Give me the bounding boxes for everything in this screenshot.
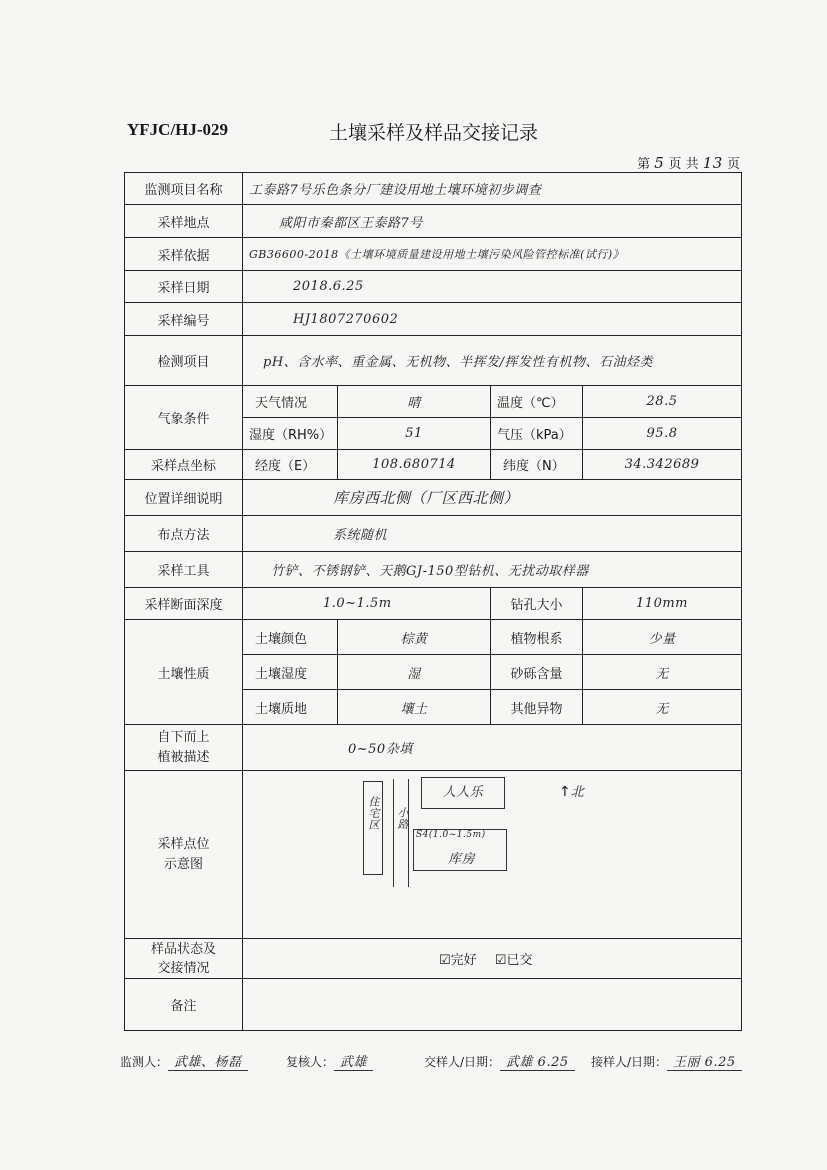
form-title: 土壤采样及样品交接记录 — [328, 122, 538, 144]
lat-label: 纬度（N） — [491, 450, 583, 480]
other-matter-label: 其他异物 — [491, 690, 583, 725]
layout-value: 系统随机 — [243, 516, 742, 552]
page-total: 13 — [702, 154, 723, 172]
other-matter-value: 无 — [583, 690, 742, 725]
sketch-label-2: 示意图 — [163, 856, 203, 872]
lon-value: 108.680714 — [338, 450, 491, 480]
weather-cond-value: 晴 — [338, 386, 491, 418]
monitor-label: 监测人： — [120, 1055, 169, 1069]
store-building — [421, 777, 505, 809]
sketch-label — [125, 771, 243, 939]
date-value: 2018.6.25 — [243, 271, 742, 303]
soil-color-label: 土壤颜色 — [243, 620, 338, 655]
row-depth — [125, 588, 742, 620]
handover-sign — [424, 1051, 575, 1071]
residential-label: 住宅区 — [367, 796, 380, 831]
soil-texture-value: 壤土 — [338, 690, 491, 725]
row-remarks — [125, 979, 742, 1031]
sample-id-value: HJ1807270602 — [243, 303, 742, 336]
roots-value: 少量 — [583, 620, 742, 655]
record-table — [124, 172, 742, 1031]
handover-label: 交样人/日期： — [424, 1055, 501, 1069]
road-label: 小路 — [396, 807, 409, 830]
site-value: 咸阳市秦都区王泰路7号 — [243, 205, 742, 238]
page-number: 5 — [654, 154, 665, 172]
bore-value: 110mm — [583, 588, 742, 620]
form-code: YFJC/HJ-029 — [127, 120, 229, 139]
project-name-value: 工泰路7号乐色条分厂建设用地土壤环境初步调查 — [243, 173, 742, 205]
row-coords — [125, 450, 742, 480]
layout-label: 布点方法 — [125, 516, 243, 552]
depth-label: 采样断面深度 — [125, 588, 243, 620]
row-weather-1 — [125, 386, 742, 418]
warehouse-label: 库房 — [448, 852, 476, 867]
soil-color-value: 棕黄 — [338, 620, 491, 655]
reviewer-sign — [286, 1051, 373, 1071]
lon-label: 经度（E） — [243, 450, 338, 480]
reviewer-value: 武雄 — [334, 1051, 373, 1071]
page-label-pre: 第 — [637, 157, 651, 172]
weather-cond-label: 天气情况 — [243, 386, 338, 418]
warehouse-building — [413, 829, 507, 871]
vegetation-label-1: 自下而上 — [157, 729, 210, 745]
row-site — [125, 205, 742, 238]
items-label: 检测项目 — [125, 336, 243, 386]
soil-label: 土壤性质 — [125, 620, 243, 725]
soil-moisture-value: 湿 — [338, 655, 491, 690]
remarks-label: 备注 — [125, 979, 243, 1031]
soil-texture-label: 土壤质地 — [243, 690, 338, 725]
sketch-cell — [243, 771, 742, 939]
vegetation-label-2: 植被描述 — [157, 749, 210, 765]
row-soil-1 — [125, 620, 742, 655]
road-strip — [393, 779, 409, 887]
site-label: 采样地点 — [125, 205, 243, 238]
basis-label: 采样依据 — [125, 238, 243, 271]
temp-value: 28.5 — [583, 386, 742, 418]
residential-block — [363, 781, 383, 875]
temp-label: 温度（℃） — [491, 386, 583, 418]
north-indicator — [559, 781, 584, 800]
receiver-sign — [591, 1051, 742, 1071]
north-label: 北 — [570, 785, 585, 800]
page-label-mid: 页 共 — [668, 157, 699, 172]
roots-label: 植物根系 — [491, 620, 583, 655]
row-sample-id — [125, 303, 742, 336]
coords-label: 采样点坐标 — [125, 450, 243, 480]
sketch-label-1: 采样点位 — [157, 836, 210, 852]
status-label — [125, 939, 243, 979]
items-value: pH、含水率、重金属、无机物、半挥发/挥发性有机物、石油烃类 — [243, 336, 742, 386]
row-status — [125, 939, 742, 979]
row-project — [125, 173, 742, 205]
row-date — [125, 271, 742, 303]
lat-value: 34.342689 — [583, 450, 742, 480]
status-label-2: 交接情况 — [157, 960, 210, 976]
sample-id-label: 采样编号 — [125, 303, 243, 336]
row-vegetation — [125, 725, 742, 771]
project-name-label: 监测项目名称 — [125, 173, 243, 205]
soil-moisture-label: 土壤湿度 — [243, 655, 338, 690]
location-label: 位置详细说明 — [125, 480, 243, 516]
receiver-value: 王丽 6.25 — [667, 1051, 742, 1071]
gravel-value: 无 — [583, 655, 742, 690]
monitor-sign — [120, 1051, 248, 1071]
row-basis — [125, 238, 742, 271]
pressure-label: 气压（kPa） — [491, 418, 583, 450]
handover-value: 武雄 6.25 — [500, 1051, 575, 1071]
location-value: 库房西北侧（厂区西北侧） — [243, 480, 742, 516]
row-location — [125, 480, 742, 516]
row-layout — [125, 516, 742, 552]
gravel-label: 砂砾含量 — [491, 655, 583, 690]
receiver-label: 接样人/日期： — [591, 1055, 668, 1069]
basis-value: GB36600-2018《土壤环境质量建设用地土壤污染风险管控标准(试行)》 — [243, 238, 742, 271]
row-sketch — [125, 771, 742, 939]
north-arrow-icon: ↑ — [559, 784, 571, 800]
date-label: 采样日期 — [125, 271, 243, 303]
status-cell — [243, 939, 742, 979]
pressure-value: 95.8 — [583, 418, 742, 450]
humidity-label: 湿度（RH%） — [243, 418, 338, 450]
bore-label: 钻孔大小 — [491, 588, 583, 620]
weather-label: 气象条件 — [125, 386, 243, 450]
page-label-post: 页 — [726, 157, 740, 172]
status-handed-checkbox[interactable]: ☑已交 — [494, 953, 533, 968]
depth-value: 1.0~1.5m — [243, 588, 491, 620]
remarks-value — [243, 979, 742, 1031]
sample-point-label: S4(1.0~1.5m) — [416, 830, 486, 840]
humidity-value: 51 — [338, 418, 491, 450]
status-label-1: 样品状态及 — [150, 941, 216, 957]
page-info — [637, 153, 740, 172]
row-tools — [125, 552, 742, 588]
vegetation-value: 0~50杂填 — [243, 725, 742, 771]
reviewer-label: 复核人： — [286, 1055, 335, 1069]
tools-value: 竹铲、不锈钢铲、天鹅GJ-150型钻机、无扰动取样器 — [243, 552, 742, 588]
row-items — [125, 336, 742, 386]
status-intact-checkbox[interactable]: ☑完好 — [439, 953, 477, 968]
tools-label: 采样工具 — [125, 552, 243, 588]
vegetation-label — [125, 725, 243, 771]
monitor-value: 武雄、杨磊 — [168, 1051, 248, 1071]
store-label: 人人乐 — [442, 785, 484, 800]
